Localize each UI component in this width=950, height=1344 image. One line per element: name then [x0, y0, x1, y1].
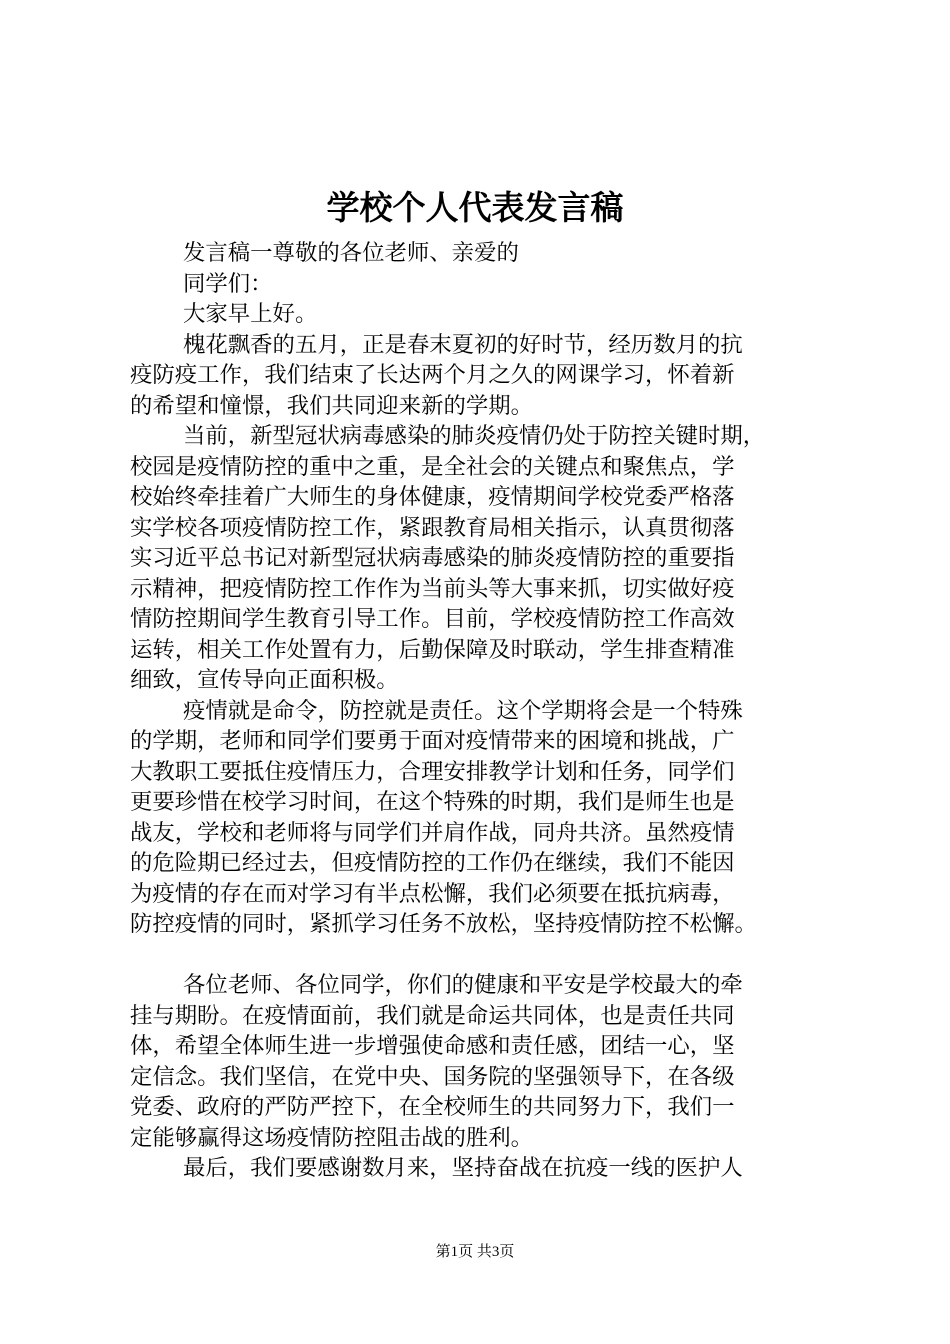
text-line: 的危险期已经过去，但疫情防控的工作仍在继续，我们不能因: [130, 850, 735, 876]
document-title: 学校个人代表发言稿: [326, 188, 624, 227]
text-line: 战友，学校和老师将与同学们并肩作战，同舟共济。虽然疫情: [130, 819, 735, 846]
text-line: 更要珍惜在校学习时间，在这个特殊的时期，我们是师生也是: [130, 789, 735, 815]
text-line: 校始终牵挂着广大师生的身体健康，疫情期间学校党委严格落: [130, 484, 735, 510]
text-line: 定能够赢得这场疫情防控阻击战的胜利。: [130, 1124, 534, 1151]
text-line: 实习近平总书记对新型冠状病毒感染的肺炎疫情防控的重要指: [130, 545, 735, 571]
text-line: 体，希望全体师生进一步增强使命感和责任感，团结一心，坚: [130, 1033, 735, 1059]
text-line: 大教职工要抵住疫情压力，合理安排教学计划和任务，同学们: [130, 758, 735, 785]
document-body: [130, 238, 850, 1184]
text-line: 细致，宣传导向正面积极。: [130, 667, 399, 693]
text-line: 实学校各项疫情防控工作，紧跟教育局相关指示，认真贯彻落: [130, 514, 735, 541]
text-line: 党委、政府的严防严控下，在全校师生的共同努力下，我们一: [130, 1094, 735, 1120]
text-line: 定信念。我们坚信，在党中央、国务院的坚强领导下，在各级: [130, 1063, 735, 1090]
text-line: 同学们：: [183, 270, 273, 297]
text-line: 为疫情的存在而对学习有半点松懈，我们必须要在抵抗病毒，: [130, 880, 735, 907]
text-line: 防控疫情的同时，紧抓学习任务不放松，坚持疫情防控不松懈。: [130, 911, 757, 937]
text-line: 疫情就是命令，防控就是责任。这个学期将会是一个特殊: [183, 697, 743, 724]
text-line: 最后，我们要感谢数月来，坚持奋战在抗疫一线的医护人: [183, 1155, 743, 1181]
text-line: 运转，相关工作处置有力，后勤保障及时联动，学生排查精准: [130, 636, 735, 663]
text-line: 挂与期盼。在疫情面前，我们就是命运共同体，也是责任共同: [130, 1002, 735, 1029]
text-line: 疫防疫工作，我们结束了长达两个月之久的网课学习，怀着新: [130, 362, 735, 388]
text-line: 当前，新型冠状病毒感染的肺炎疫情仍处于防控关键时期，: [183, 423, 766, 449]
text-line: 各位老师、各位同学，你们的健康和平安是学校最大的牵: [183, 972, 743, 998]
text-line: 的学期，老师和同学们要勇于面对疫情带来的困境和挑战，广: [130, 728, 735, 754]
text-line: 槐花飘香的五月，正是春末夏初的好时节，经历数月的抗: [183, 331, 743, 358]
text-line: 校园是疫情防控的重中之重，是全社会的关键点和聚焦点，学: [130, 453, 735, 480]
page-footer: 第1页 共3页: [435, 1244, 515, 1260]
blank-line: [130, 940, 850, 971]
text-line: 示精神，把疫情防控工作作为当前头等大事来抓，切实做好疫: [130, 575, 735, 602]
text-line: 大家早上好。: [183, 301, 318, 327]
text-line: 的希望和憧憬，我们共同迎来新的学期。: [130, 392, 534, 419]
text-line: 发言稿一尊敬的各位老师、亲爱的: [183, 240, 519, 266]
text-line: 情防控期间学生教育引导工作。目前，学校疫情防控工作高效: [130, 606, 735, 632]
